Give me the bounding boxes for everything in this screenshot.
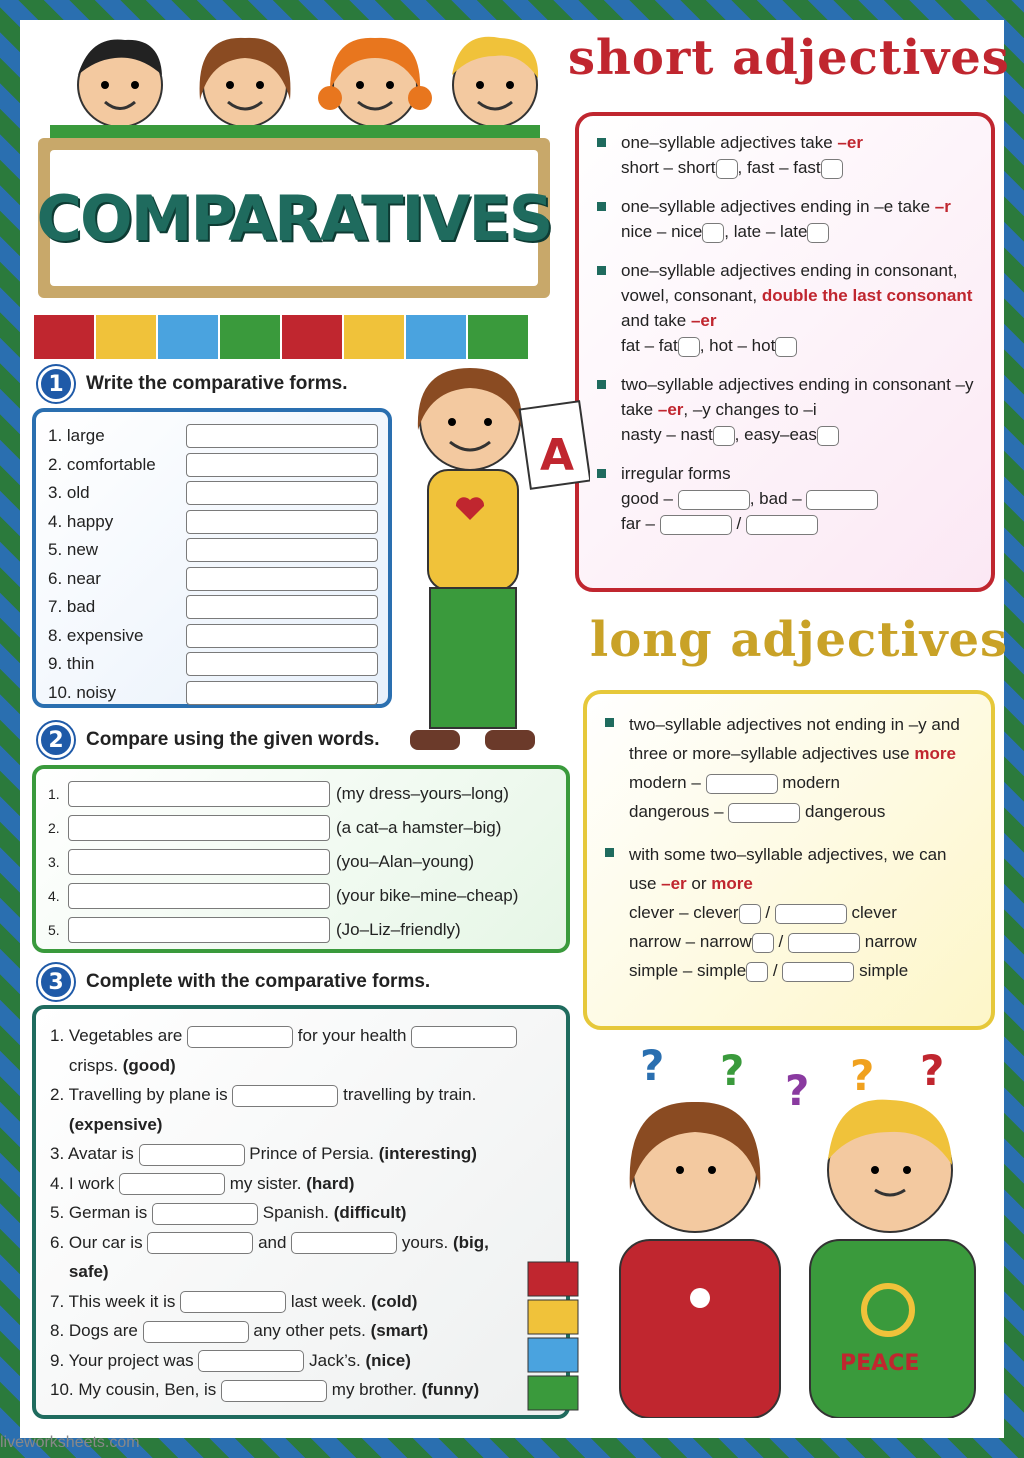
question-mark-icon: ? [720,1046,745,1095]
rule-highlight: –er [661,874,687,893]
sentence-hint: (nice) [365,1350,411,1370]
bullet-icon [605,848,614,857]
sentence-text: 2. Travelling by plane is [50,1085,228,1104]
example-text: dangerous [805,802,886,821]
item-label: 8. expensive [48,625,144,645]
answer-field[interactable] [68,917,330,943]
bullet-icon [597,380,606,389]
answer-field[interactable] [186,652,378,676]
sentence-hint: (cold) [371,1291,418,1311]
sentence-text: 8. Dogs are [50,1321,138,1340]
short-rule-2 [593,194,977,244]
irregular-rule [593,461,977,536]
sentence-6 [50,1228,556,1287]
answer-box[interactable] [147,1232,253,1254]
sentence-text: for your health [297,1026,407,1045]
list-item [48,777,556,811]
answer-field[interactable] [186,453,378,477]
example-text: , hot – hot [699,336,776,355]
answer-field[interactable] [186,595,378,619]
rule-text: one–syllable adjectives ending in consonant, vowel, consonant, [621,261,958,305]
answer-box[interactable] [221,1380,327,1402]
books-row-illustration [34,305,554,363]
sentence-text: 1. Vegetables are [50,1026,183,1045]
short-adjectives-heading: short adjectives [568,30,1010,86]
answer-box[interactable] [716,159,738,179]
sentence-hint: (hard) [306,1173,355,1193]
rule-text: two–syllable adjectives ending in consonant –y take [621,375,974,419]
rule-highlight: –er [657,400,684,419]
answer-field[interactable] [68,883,330,909]
long-adjectives-heading: long adjectives [590,612,1009,668]
item-hint: (Jo–Liz–friendly) [336,920,461,939]
list-item [48,593,378,622]
sentence-8 [50,1316,556,1346]
answer-box[interactable] [746,962,768,982]
section-1-header [38,366,348,402]
sentence-2 [50,1080,556,1139]
short-rule-3 [593,258,977,358]
answer-field[interactable] [186,424,378,448]
example-text: , easy–eas [734,425,817,444]
list-item [48,422,378,451]
sentence-text: my sister. [229,1173,302,1193]
example-text: narrow [864,932,917,951]
rule-text: one–syllable adjectives take [621,133,838,152]
sentence-hint: (interesting) [378,1144,477,1163]
item-label: 10. noisy [48,682,117,702]
example-text: modern [782,773,840,792]
section-3-box [32,1005,570,1419]
list-item [48,479,378,508]
item-label: 4. happy [48,511,114,531]
rule-highlight: –r [934,197,951,216]
answer-box[interactable] [817,426,839,446]
sentence-text: 3. Avatar is [50,1144,134,1163]
example-text: clever – clever [629,903,739,922]
item-number: 1. [48,786,60,802]
list-item [48,650,378,679]
paper-grade-text: A [540,430,575,481]
answer-box[interactable] [746,515,818,535]
bullet-icon [597,138,606,147]
sentence-7 [50,1287,556,1317]
kid-2 [200,38,291,127]
thinking-kids-illustration [600,1040,990,1418]
sentence-text: 10. My cousin, Ben, is [50,1380,217,1399]
kids-illustration [30,20,550,140]
list-item [48,508,378,537]
short-rule-4 [593,372,977,447]
sentence-hint: (good) [122,1055,176,1075]
example-text: good – [621,489,673,508]
sentence-hint: (big, [452,1232,489,1252]
sentence-4 [50,1169,556,1199]
question-mark-icon: ? [850,1051,875,1100]
answer-box[interactable] [713,426,735,446]
kid-3 [318,38,432,127]
answer-field[interactable] [186,538,378,562]
section-1-box [32,408,392,708]
sentence-text: 7. This week it is [50,1291,176,1311]
sentence-10 [50,1375,556,1405]
bullet-icon [605,718,614,727]
section-2-box [32,765,570,953]
bullet-icon [597,202,606,211]
rule-text: two–syllable adjectives not ending in –y and three or more–syllable adjectives use [629,715,960,763]
answer-box[interactable] [152,1203,258,1225]
example-text: nasty – nast [621,425,713,444]
sentence-text: Prince of Persia. [249,1144,374,1163]
answer-box[interactable] [702,223,724,243]
sentence-text: crisps. [68,1055,119,1075]
list-item [48,622,378,651]
item-number: 4. [48,888,60,904]
sentence-text: and [258,1232,287,1252]
list-item [48,811,556,845]
shirt-text: PEACE [840,1351,920,1376]
item-label: 7. bad [48,597,96,617]
section-title: Write the comparative forms. [86,373,348,394]
short-rule-1 [593,130,977,180]
item-label: 1. large [48,426,105,446]
footer-watermark: liveworksheets.com [0,1434,140,1451]
rule-highlight: more [711,874,753,893]
item-hint: (your bike–mine–cheap) [336,886,519,905]
sentence-text: any other pets. [253,1321,366,1340]
title-sign [38,138,550,298]
answer-box[interactable] [291,1232,397,1254]
question-mark-icon: ? [785,1066,810,1115]
list-item [48,679,378,708]
sentence-9 [50,1346,556,1376]
question-mark-icon: ? [640,1041,665,1090]
item-number: 5. [48,922,60,938]
sentence-3 [50,1139,556,1169]
answer-field[interactable] [68,815,330,841]
example-text: dangerous – [629,802,724,821]
answer-box[interactable] [775,337,797,357]
answer-box[interactable] [806,490,878,510]
slash-text: / [736,514,742,533]
rule-text: irregular forms [621,464,731,483]
sentence-text: Jack’s. [309,1350,361,1370]
item-number: 3. [48,854,60,870]
answer-field[interactable] [186,681,378,705]
item-hint: (you–Alan–young) [336,852,474,871]
rule-text: or [686,874,712,893]
rule-highlight: –er [690,311,717,330]
title-sign-board [36,150,552,286]
example-text: , bad – [749,489,802,508]
answer-box[interactable] [660,515,732,535]
answer-box[interactable] [788,933,860,953]
rule-text: with some two–syllable adjectives, we can use [629,845,947,893]
example-text: narrow – narrow [629,932,752,951]
sentence-text: Spanish. [262,1203,329,1222]
answer-box[interactable] [821,159,843,179]
answer-field[interactable] [68,849,330,875]
sentence-5 [50,1198,556,1228]
rule-highlight: more [914,744,956,763]
answer-box[interactable] [678,490,750,510]
sentence-text: my brother. [331,1380,417,1399]
list-item [48,845,556,879]
answer-field[interactable] [186,481,378,505]
answer-box[interactable] [187,1026,293,1048]
answer-box[interactable] [678,337,700,357]
answer-box[interactable] [739,904,761,924]
long-rule-2: with some two–syllable adjectives, we can use –er or more clever – clever / clever narrow – narrow / narrow simple – simple / simple [601,840,977,985]
section-title: Compare using the given words. [86,729,380,750]
answer-box[interactable] [752,933,774,953]
long-rule-1 [601,710,977,826]
answer-field[interactable] [186,624,378,648]
example-text: nice – nice [621,222,703,241]
section-number-badge: 1 [38,366,74,402]
example-text: far – [621,514,656,533]
sentence-text: yours. [401,1232,449,1252]
section-number-badge: 3 [38,964,74,1000]
sentence-hint: (difficult) [333,1203,407,1222]
answer-box[interactable] [706,774,778,794]
rule-highlight: double the last consonant [761,286,973,305]
question-mark-icon: ? [920,1046,945,1095]
rule-text: and take [621,311,691,330]
item-label: 6. near [48,568,101,588]
item-hint: (my dress–yours–long) [336,784,509,803]
kid-1 [78,39,162,127]
example-text: clever [851,903,897,922]
section-2-header [38,722,380,758]
answer-box[interactable] [139,1144,245,1166]
sentence-hint: (expensive) [68,1114,163,1134]
kid-4 [452,37,538,127]
sentence-1 [50,1021,556,1080]
list-item [48,451,378,480]
answer-box[interactable] [119,1173,225,1195]
rule-highlight: –er [837,133,863,152]
section-number-badge: 2 [38,722,74,758]
bullet-icon [597,266,606,275]
sentence-text: travelling by train. [343,1085,477,1104]
sentence-text: last week. [290,1291,367,1311]
long-adjectives-box [583,690,995,1030]
answer-field[interactable] [186,510,378,534]
list-item [48,536,378,565]
answer-box[interactable] [728,803,800,823]
item-label: 5. new [48,540,99,560]
item-number: 2. [48,820,60,836]
section-3-header [38,964,430,1000]
sentence-text: 5. German is [50,1203,148,1222]
rule-text: one–syllable adjectives ending in –e take [621,197,935,216]
answer-box[interactable] [180,1291,286,1313]
section-title: Complete with the comparative forms. [86,971,431,992]
list-item [48,565,378,594]
answer-box[interactable] [782,962,854,982]
sentence-hint: (smart) [370,1321,429,1340]
example-text: simple – simple [629,961,747,980]
rule-text: , –y changes to –i [683,400,817,419]
example-text: modern – [629,773,701,792]
list-item [48,913,556,947]
answer-field[interactable] [68,781,330,807]
answer-field[interactable] [186,567,378,591]
answer-box[interactable] [775,904,847,924]
item-label: 9. thin [48,654,95,674]
girl-with-paper-illustration [390,360,590,760]
sentence-text: 9. Your project was [50,1350,194,1370]
bullet-icon [597,469,606,478]
list-item [48,879,556,913]
example-text: , late – late [724,222,808,241]
sentence-hint: (funny) [421,1380,480,1399]
book-stack-illustration [524,1258,582,1418]
answer-box[interactable] [807,223,829,243]
example-text: simple [859,961,909,980]
sentence-text: 4. I work [50,1173,115,1193]
example-text: , fast – fast [737,158,821,177]
answer-box[interactable] [411,1026,517,1048]
sentence-hint: safe) [68,1262,109,1281]
answer-box[interactable] [198,1350,304,1372]
item-hint: (a cat–a hamster–big) [336,818,502,837]
short-adjectives-box [575,112,995,592]
item-label: 3. old [48,483,90,503]
answer-box[interactable] [143,1321,249,1343]
page-title: COMPARATIVES [36,181,552,255]
item-label: 2. comfortable [48,454,156,474]
example-text: fat – fat [621,336,678,355]
answer-box[interactable] [232,1085,338,1107]
example-text: short – short [621,158,716,177]
sentence-text: 6. Our car is [50,1232,143,1252]
